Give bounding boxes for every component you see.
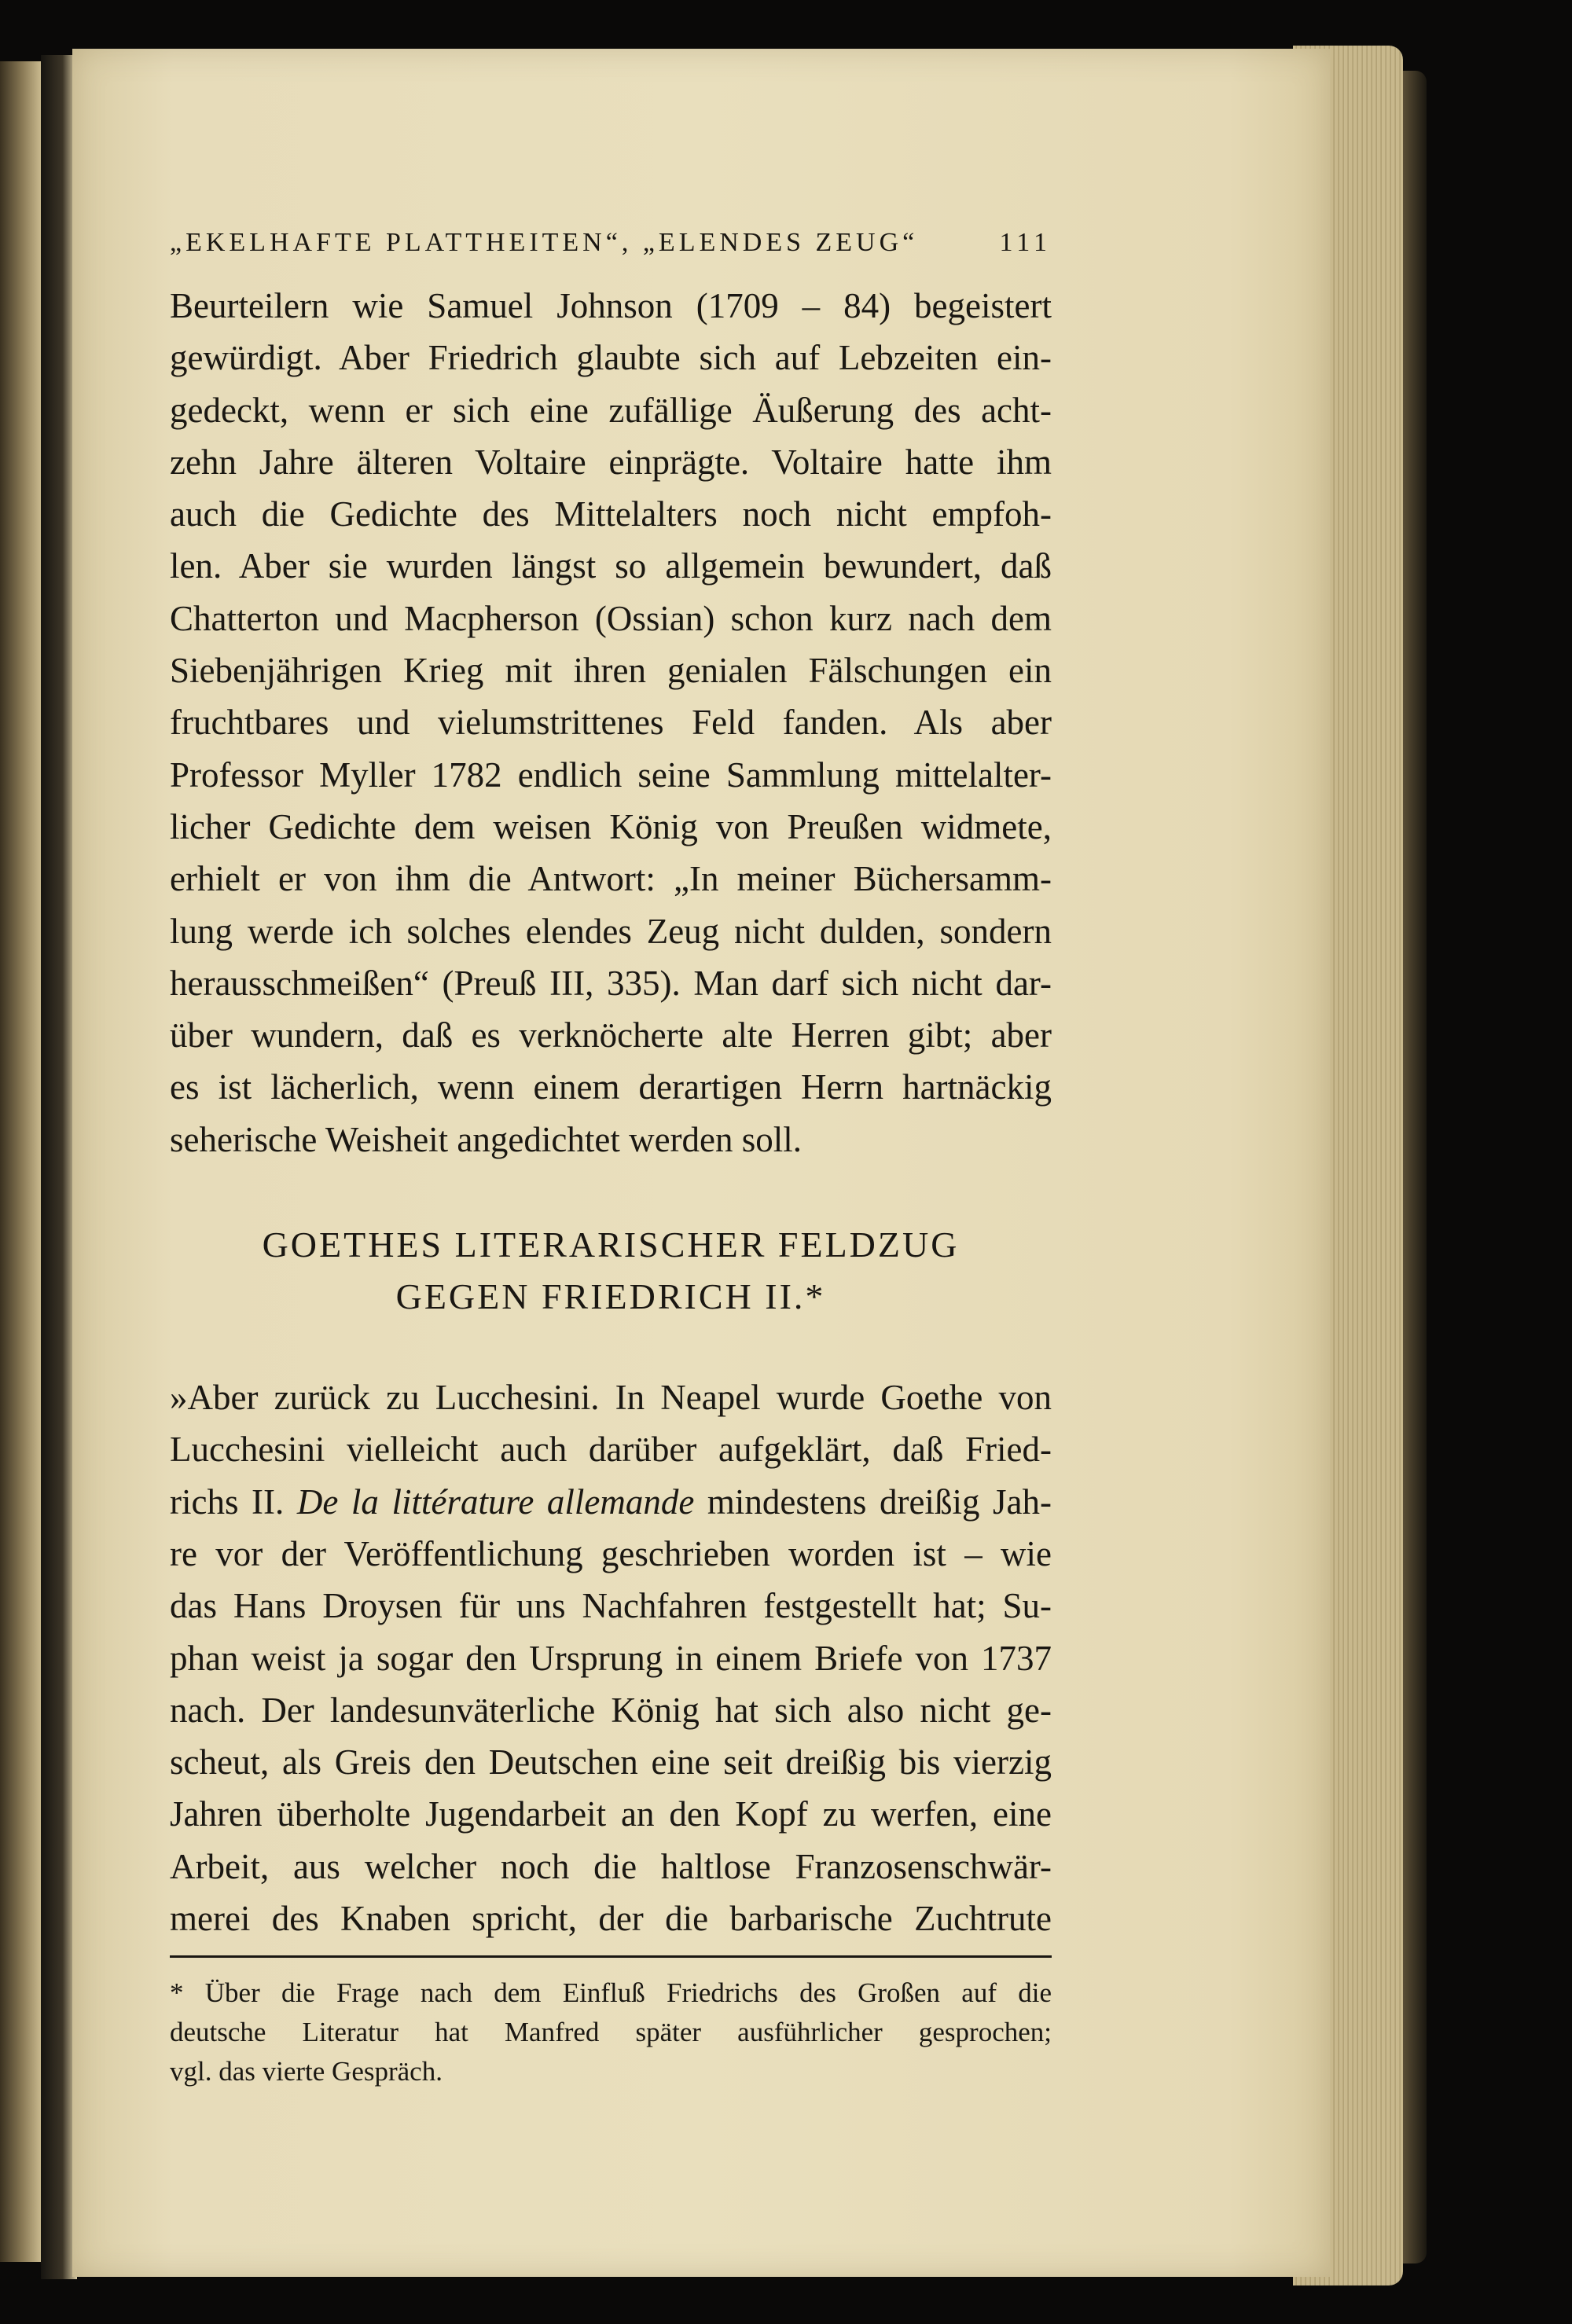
text-line: Chatterton und Macpherson (Ossian) schon kurz nach dem <box>170 598 1052 638</box>
text-line: Arbeit, aus welcher noch die haltlose Franzosenschwär- <box>170 1846 1052 1886</box>
body-paragraph <box>170 280 1052 1166</box>
text-line: re vor der Veröffentlichung geschrieben worden ist – wie <box>170 1533 1052 1573</box>
section-heading-line: GEGEN FRIEDRICH II.* <box>395 1276 826 1317</box>
footnote <box>170 1973 1052 2091</box>
text-line: gedeckt, wenn er sich eine zufällige Äußerung des acht- <box>170 390 1052 430</box>
footnote-line: deutsche Literatur hat Manfred später ausführlicher gesprochen; <box>170 2017 1052 2048</box>
italic-book-title: De la littérature allemande <box>296 1481 695 1522</box>
text-line: gewürdigt. Aber Friedrich glaubte sich auf Lebzeiten ein- <box>170 338 1052 378</box>
text-line: herausschmeißen“ (Preuß III, 335). Man darf sich nicht dar- <box>170 963 1052 1003</box>
text-line: phan weist ja sogar den Ursprung in einem Briefe von 1737 <box>170 1638 1052 1678</box>
page-content <box>170 228 1052 2091</box>
section-heading <box>170 1219 1052 1323</box>
text-line: lung werde ich solches elendes Zeug nicht dulden, sondern <box>170 911 1052 951</box>
section-paragraph <box>170 1371 1052 1944</box>
text-line: Siebenjährigen Krieg mit ihren genialen Fälschungen ein <box>170 651 1052 691</box>
running-head <box>170 228 1052 261</box>
text-line: Beurteilern wie Samuel Johnson (1709 – 84) begeistert <box>170 286 1052 325</box>
text-line: das Hans Droysen für uns Nachfahren festgestellt hat; Su- <box>170 1586 1052 1626</box>
footnote-line: * Über die Frage nach dem Einfluß Friedrichs des Großen auf die <box>170 1977 1052 2009</box>
text-line: nach. Der landesunväterliche König hat sich also nicht ge- <box>170 1690 1052 1730</box>
text-fragment: richs II. <box>170 1481 297 1522</box>
page-number: 111 <box>999 228 1052 257</box>
text-line: len. Aber sie wurden längst so allgemein bewundert, daß <box>170 546 1052 586</box>
text-line: »Aber zurück zu Lucchesini. In Neapel wurde Goethe von <box>170 1378 1052 1418</box>
book-cover-edge <box>1403 71 1427 2263</box>
running-head-title: „EKELHAFTE PLATTHEITEN“, „ELENDES ZEUG“ <box>170 228 919 257</box>
text-line: zehn Jahre älteren Voltaire einprägte. Voltaire hatte ihm <box>170 442 1052 482</box>
text-line: licher Gedichte dem weisen König von Preußen widmete, <box>170 806 1052 846</box>
text-line: auch die Gedichte des Mittelalters noch nicht empfoh- <box>170 494 1052 534</box>
section-heading-line: GOETHES LITERARISCHER FELDZUG <box>262 1224 960 1265</box>
text-line: merei des Knaben spricht, der die barbarische Zuchtrute <box>170 1899 1052 1939</box>
text-line: fruchtbares und vielumstrittenes Feld fanden. Als aber <box>170 703 1052 743</box>
text-line: über wundern, daß es verknöcherte alte Herren gibt; aber <box>170 1015 1052 1056</box>
left-page-edge <box>0 61 41 2262</box>
text-line: es ist lächerlich, wenn einem derartigen Herrn hartnäckig <box>170 1067 1052 1107</box>
text-line: erhielt er von ihm die Antwort: „In meiner Büchersamm- <box>170 859 1052 899</box>
footnote-rule <box>170 1955 1052 1958</box>
footnote-line: vgl. das vierte Gespräch. <box>170 2056 443 2087</box>
text-line: Professor Myller 1782 endlich seine Sammlung mittelalter- <box>170 754 1052 795</box>
text-line: Lucchesini vielleicht auch darüber aufgeklärt, daß Fried- <box>170 1430 1052 1470</box>
text-line: scheut, als Greis den Deutschen eine seit dreißig bis vierzig <box>170 1742 1052 1782</box>
text-line <box>170 1476 1052 1528</box>
text-line: Jahren überholte Jugendarbeit an den Kopf zu werfen, eine <box>170 1794 1052 1834</box>
text-line: seherische Weisheit angedichtet werden soll. <box>170 1119 803 1159</box>
text-fragment: mindestens dreißig Jah- <box>694 1481 1052 1522</box>
